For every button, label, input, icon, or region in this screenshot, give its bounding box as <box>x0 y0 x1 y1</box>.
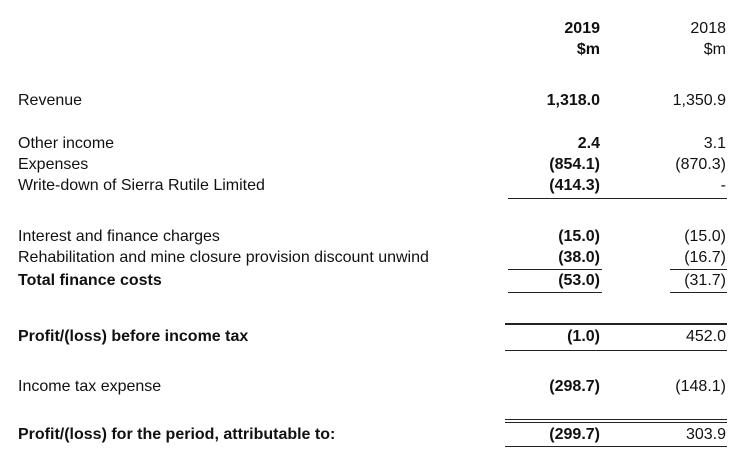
rule-2018-below-finance-total <box>670 292 727 293</box>
row-value-2018-other-income: 3.1 <box>703 135 726 152</box>
row-value-2018-total-finance-costs: (31.7) <box>684 272 726 289</box>
header-2018-year: 2018 <box>690 20 726 37</box>
row-value-2018-income-tax: (148.1) <box>675 378 726 395</box>
row-value-2018-write-down: - <box>720 177 726 194</box>
row-value-2019-income-tax: (298.7) <box>549 378 600 395</box>
row-value-2019-profit-for-period: (299.7) <box>549 426 600 443</box>
row-value-2019-profit-before-tax: (1.0) <box>567 328 600 345</box>
row-value-2019-other-income: 2.4 <box>577 135 600 152</box>
row-label-write-down: Write-down of Sierra Rutile Limited <box>18 177 265 194</box>
row-label-total-finance-costs: Total finance costs <box>18 272 162 289</box>
row-value-2019-expenses: (854.1) <box>549 156 600 173</box>
row-label-income-tax: Income tax expense <box>18 378 162 395</box>
row-label-other-income: Other income <box>18 135 115 152</box>
row-label-profit-for-period: Profit/(loss) for the period, attributable to: <box>18 426 336 443</box>
rule-below-profit-before-tax <box>505 350 727 351</box>
rule-2018-above-finance-total <box>670 269 727 270</box>
row-label-profit-before-tax: Profit/(loss) before income tax <box>18 328 249 345</box>
row-label-interest: Interest and finance charges <box>18 228 220 245</box>
subtotal-rule-operating <box>508 198 727 199</box>
rule-above-profit-before-tax <box>505 323 727 325</box>
header-2019-unit: $m <box>576 41 600 58</box>
row-value-2019-interest: (15.0) <box>558 228 600 245</box>
header-2019-year: 2019 <box>564 20 600 37</box>
row-value-2018-rehabilitation: (16.7) <box>684 249 726 266</box>
row-label-expenses: Expenses <box>18 156 89 173</box>
rule-2019-below-finance-total <box>508 292 602 293</box>
row-value-2019-revenue: 1,318.0 <box>546 92 600 109</box>
row-value-2018-profit-before-tax: 452.0 <box>685 328 726 345</box>
rule-above-profit-for-period-b <box>505 422 727 423</box>
row-value-2019-rehabilitation: (38.0) <box>558 249 600 266</box>
row-value-2018-expenses: (870.3) <box>675 156 726 173</box>
rule-above-profit-for-period-a <box>505 419 727 420</box>
row-label-revenue: Revenue <box>18 92 83 109</box>
header-2018-unit: $m <box>703 41 726 58</box>
rule-below-profit-for-period <box>505 446 727 447</box>
row-value-2019-total-finance-costs: (53.0) <box>558 272 600 289</box>
row-label-rehabilitation: Rehabilitation and mine closure provision discount unwind <box>18 249 429 266</box>
row-value-2018-profit-for-period: 303.9 <box>685 426 726 443</box>
row-value-2018-interest: (15.0) <box>684 228 726 245</box>
row-value-2018-revenue: 1,350.9 <box>672 92 726 109</box>
rule-2019-above-finance-total <box>508 269 602 270</box>
row-value-2019-write-down: (414.3) <box>549 177 600 194</box>
